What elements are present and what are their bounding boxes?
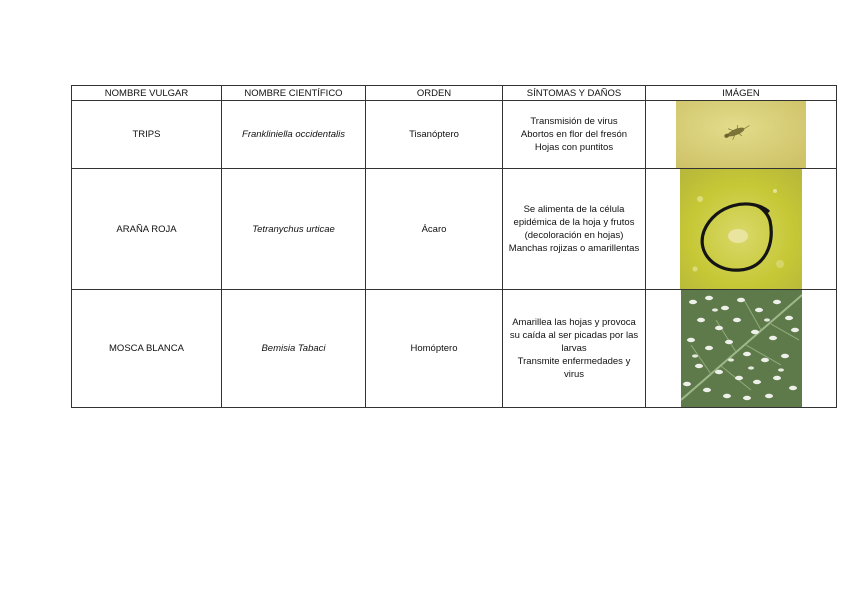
header-scientific-name: NOMBRE CIENTÍFICO — [222, 86, 366, 101]
header-row — [72, 86, 837, 101]
symptom-line: Hojas con puntitos — [534, 142, 614, 153]
symptom-line: Transmite enfermedades y virus — [517, 356, 631, 380]
header-order: ORDEN — [366, 86, 503, 101]
symptoms-cell — [503, 290, 646, 408]
symptoms-cell — [503, 169, 646, 290]
symptoms-cell — [503, 101, 646, 169]
symptom-line: Amarillea las hojas y provoca su caída al ser picadas por las larvas — [509, 317, 639, 354]
symptom-line: Se alimenta de la célula epidémica de la hoja y frutos (decoloración en hojas) — [513, 204, 635, 241]
scientific-name-cell: Frankliniella occidentalis — [222, 101, 366, 169]
order-cell: Tisanóptero — [366, 101, 503, 169]
symptom-line: Transmisión de virus — [530, 116, 618, 127]
pest-table — [71, 85, 837, 408]
order-cell: Ácaro — [366, 169, 503, 290]
common-name-cell: TRIPS — [72, 101, 222, 169]
common-name-cell: ARAÑA ROJA — [72, 169, 222, 290]
common-name-cell: MOSCA BLANCA — [72, 290, 222, 408]
header-symptoms: SÍNTOMAS Y DAÑOS — [503, 86, 646, 101]
whitefly-on-leaf-photo — [681, 290, 802, 407]
spider-mite-circled-photo — [680, 169, 802, 289]
symptom-line: Abortos en flor del fresón — [520, 129, 628, 140]
symptom-line: Manchas rojizas o amarillentas — [508, 243, 640, 254]
image-cell — [646, 169, 837, 290]
table-row — [72, 101, 837, 169]
image-cell — [646, 290, 837, 408]
header-common-name: NOMBRE VULGAR — [72, 86, 222, 101]
table-row — [72, 290, 837, 408]
scientific-name-cell: Tetranychus urticae — [222, 169, 366, 290]
thrips-insect-photo — [676, 101, 806, 168]
image-cell — [646, 101, 837, 169]
header-image: IMÁGEN — [646, 86, 837, 101]
order-cell: Homóptero — [366, 290, 503, 408]
table-row — [72, 169, 837, 290]
scientific-name-cell: Bemisia Tabaci — [222, 290, 366, 408]
